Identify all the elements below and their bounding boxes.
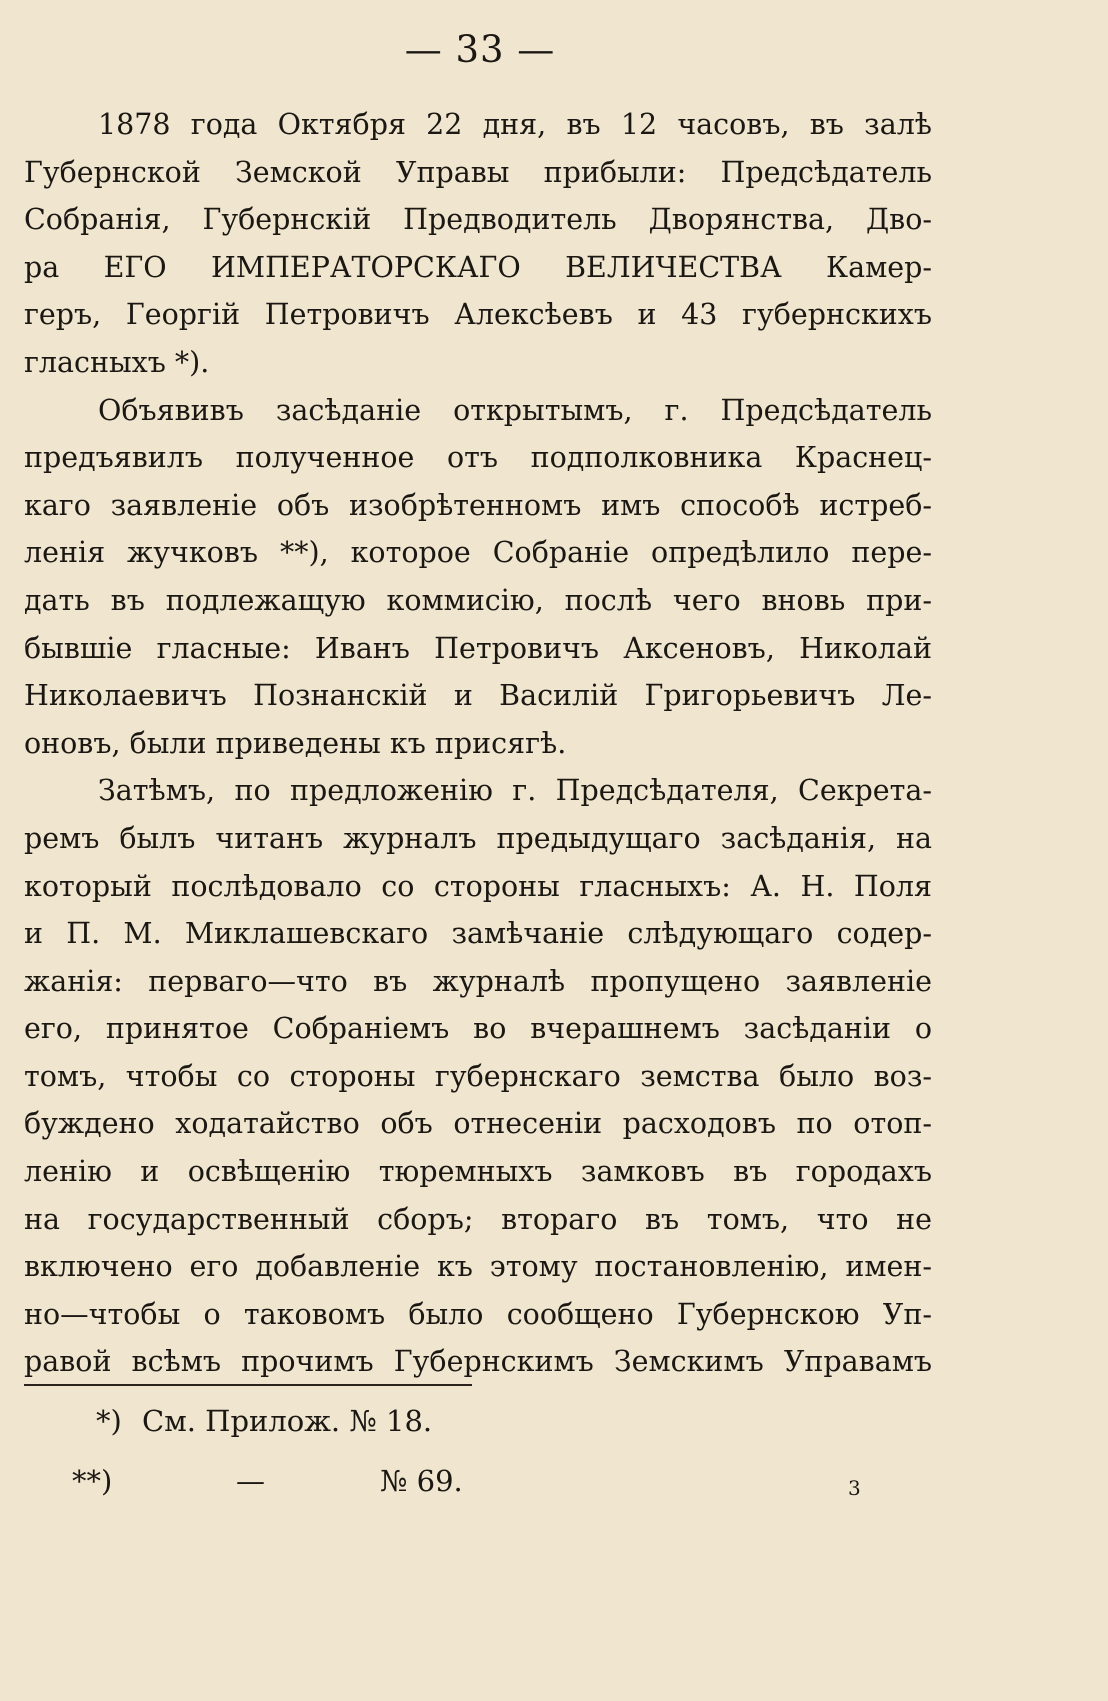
text-line: ленію и освѣщенію тюремныхъ замковъ въ городахъ — [24, 1155, 932, 1189]
text-line: оновъ, были приведены къ присягѣ. — [24, 726, 567, 760]
text-line: буждено ходатайство объ отнесеніи расходовъ по отоп- — [24, 1107, 932, 1141]
text-line: Николаевичъ Познанскій и Василій Григорьевичъ Ле- — [24, 679, 932, 713]
text-line: каго заявленіе объ изобрѣтенномъ имъ способѣ истреб- — [24, 488, 932, 522]
footnote-mark: **) — [72, 1464, 113, 1498]
text-line: ремъ былъ читанъ журналъ предыдущаго засѣданія, на — [24, 821, 932, 855]
text-line: дать въ подлежащую коммисію, послѣ чего вновь при- — [24, 583, 932, 617]
footnote-ditto-mark: — — [236, 1464, 265, 1498]
footnote-text: № 69. — [380, 1464, 463, 1498]
text-line: гласныхъ *). — [24, 345, 210, 379]
footnote-mark: *) — [96, 1404, 122, 1438]
footnote-divider — [24, 1384, 472, 1386]
text-line: ра ЕГО ИМПЕРАТОРСКАГО ВЕЛИЧЕСТВА Камер- — [24, 250, 932, 284]
text-line: Объявивъ засѣданіе открытымъ, г. Предсѣдатель — [98, 393, 932, 427]
page-number: — 33 — — [404, 28, 556, 71]
text-line: но—чтобы о таковомъ было сообщено Губернскою Уп- — [24, 1297, 932, 1331]
signature-mark: 3 — [848, 1476, 861, 1500]
text-line: бывшіе гласные: Иванъ Петровичъ Аксеновъ, Николай — [24, 631, 932, 665]
text-line: равой всѣмъ прочимъ Губернскимъ Земскимъ Управамъ — [24, 1345, 932, 1379]
text-line: который послѣдовало со стороны гласныхъ: А. Н. Поля — [24, 869, 932, 903]
text-line: жанія: перваго—что въ журналѣ пропущено заявленіе — [24, 964, 932, 998]
text-line: на государственный сборъ; втораго въ томъ, что не — [24, 1202, 932, 1236]
text-line: Затѣмъ, по предложенію г. Предсѣдателя, Секрета- — [98, 774, 932, 808]
text-line: томъ, чтобы со стороны губернскаго земства было воз- — [24, 1059, 932, 1093]
text-line: включено его добавленіе къ этому постановленію, имен- — [24, 1250, 932, 1284]
text-line: геръ, Георгій Петровичъ Алексѣевъ и 43 губернскихъ — [24, 298, 932, 332]
footnote-text: См. Прилож. № 18. — [142, 1404, 433, 1438]
text-line: ленія жучковъ **), которое Собраніе опредѣлило пере- — [24, 536, 932, 570]
text-line: Губернской Земской Управы прибыли: Предсѣдатель — [24, 155, 932, 189]
text-line: предъявилъ полученное отъ подполковника Краснец- — [24, 441, 932, 475]
text-line: Собранія, Губернскій Предводитель Дворянства, Дво- — [24, 203, 932, 237]
text-line: и П. М. Миклашевскаго замѣчаніе слѣдующаго содер- — [24, 917, 932, 951]
body-text — [24, 101, 932, 1386]
text-line: его, принятое Собраніемъ во вчерашнемъ засѣданіи о — [24, 1012, 932, 1046]
text-line: 1878 года Октября 22 дня, въ 12 часовъ, въ залѣ — [98, 108, 932, 141]
